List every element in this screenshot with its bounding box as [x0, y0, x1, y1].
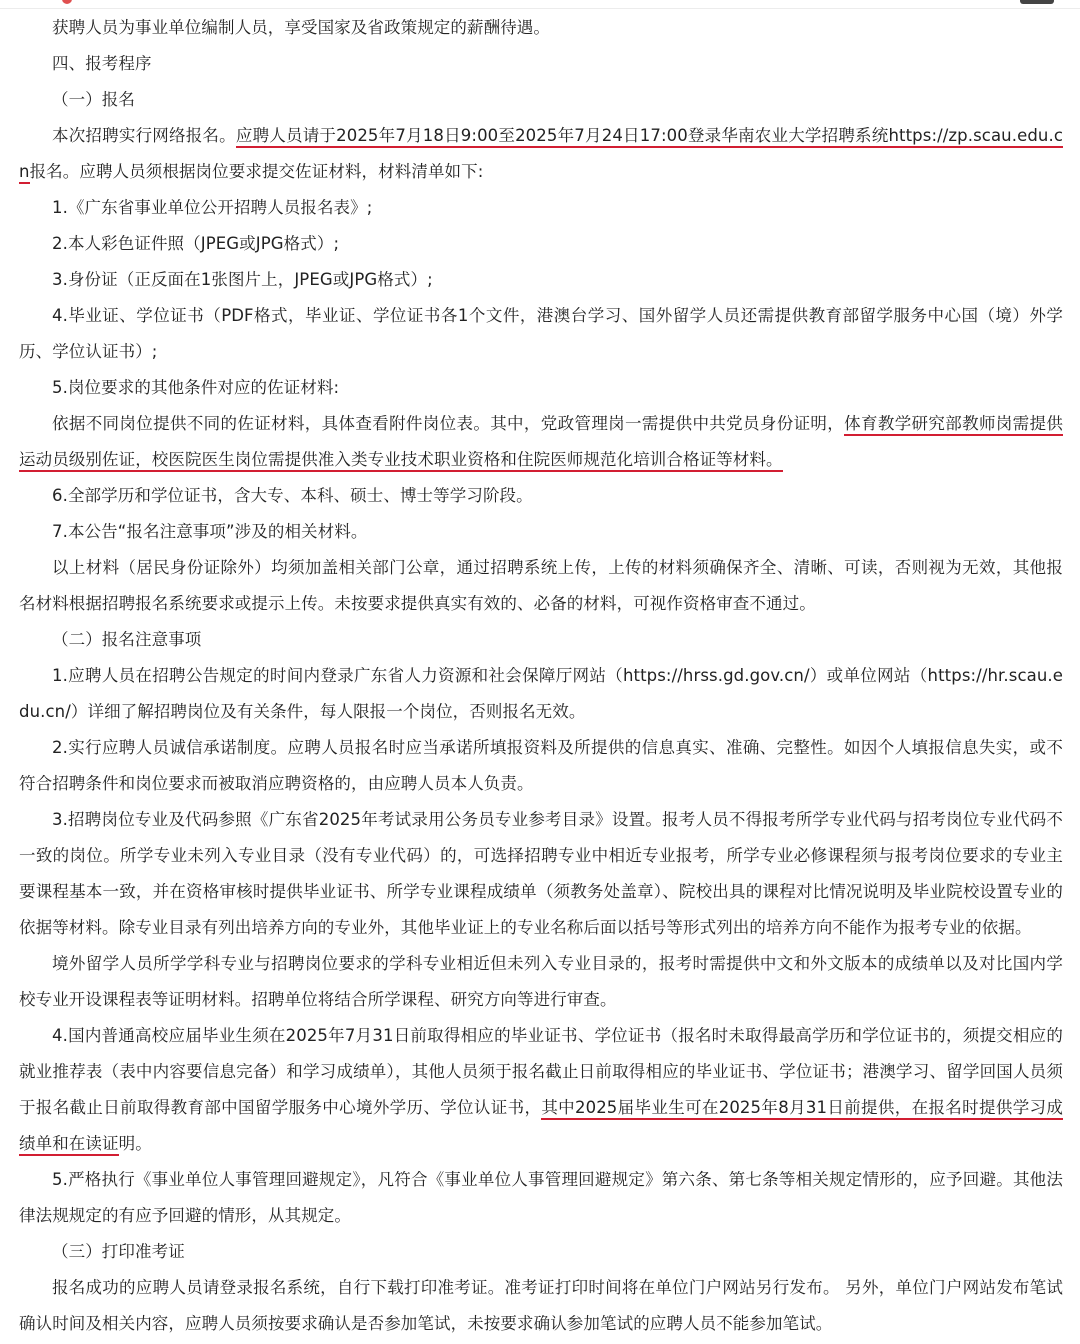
list-item-all-degrees: 6.全部学历和学位证书，含大专、本科、硕士、博士等学习阶段。 — [52, 486, 533, 505]
paragraph-note-5: 5.严格执行《事业单位人事管理回避规定》，凡符合《事业单位人事管理回避规定》第六条、第七条等相关规定情形的，应予回避。其他法律法规规定的有应予回避的情形，从其规定。 — [19, 1170, 1063, 1225]
text-segment: 依据不同岗位提供不同的佐证材料，具体查看附件岗位表。其中，党政管理岗一需提供中共党员身份证明， — [52, 414, 845, 433]
underline-highlight: 应聘人员请于2025年7月18日9:00至2025年7月24日17:00登录华南农业大学招聘系统https://zp.scau.edu.cn — [19, 126, 1063, 184]
article-body — [19, 10, 1063, 1342]
list-item-photo: 2.本人彩色证件照（JPEG或JPG格式）; — [52, 234, 340, 253]
text-segment: 本次招聘实行网络报名。 — [52, 126, 236, 145]
status-bar-strip — [0, 0, 1080, 9]
paragraph-salary: 获聘人员为事业单位编制人员，享受国家及省政策规定的薪酬待遇。 — [52, 18, 550, 37]
underline-highlight: 其中2025届毕业生可在2025年8月31日前提供，在报名时提供学习成绩单和在读证 — [19, 1098, 1063, 1156]
list-item-form: 1.《广东省事业单位公开招聘人员报名表》; — [52, 198, 373, 217]
subheading-admission-ticket: （三）打印准考证 — [52, 1242, 185, 1261]
notification-dot-icon — [62, 0, 72, 4]
paragraph-note-1: 1.应聘人员在招聘公告规定的时间内登录广东省人力资源和社会保障厅网站（https://hrss.gd.gov.cn/）或单位网站（https://hr.scau.edu.cn/）详细了解招聘岗位及有关条件，每人限报一个岗位，否则报名无效。 — [19, 666, 1063, 721]
list-item-id-card: 3.身份证（正反面在1张图片上，JPEG或JPG格式）; — [52, 270, 433, 289]
list-item-notice-materials: 7.本公告“报名注意事项”涉及的相关材料。 — [52, 522, 368, 541]
subheading-registration-notes: （二）报名注意事项 — [52, 630, 202, 649]
paragraph-stamp-requirement: 以上材料（居民身份证除外）均须加盖相关部门公章，通过招聘系统上传，上传的材料须确保齐全、清晰、可读，否则视为无效，其他报名材料根据招聘报名系统要求或提示上传。未按要求提供真实有效的、必备的材料，可视作资格审查不通过。 — [19, 558, 1063, 613]
text-segment: 明。 — [118, 1134, 152, 1153]
paragraph-note-2: 2.实行应聘人员诚信承诺制度。应聘人员报名时应当承诺所填报资料及所提供的信息真实、准确、完整性。如因个人填报信息失实，或不符合招聘条件和岗位要求而被取消应聘资格的，由应聘人员本人负责。 — [19, 738, 1063, 793]
subheading-registration: （一）报名 — [52, 90, 135, 109]
paragraph-note-4 — [19, 1018, 1063, 1162]
section-heading-procedure: 四、报考程序 — [52, 54, 152, 73]
battery-icon — [1020, 0, 1054, 4]
text-segment: 报名。应聘人员须根据岗位要求提交佐证材料，材料清单如下: — [29, 162, 484, 181]
list-item-other-materials: 5.岗位要求的其他条件对应的佐证材料: — [52, 378, 340, 397]
underline-highlight: 体育教学研究部教师岗需提供运动员级别佐证，校医院医生岗位需提供准入类专业技术职业资格和住院医师规范化培训合格证等材料。 — [19, 414, 1063, 472]
paragraph-admission-ticket: 报名成功的应聘人员请登录报名系统，自行下载打印准考证。准考证打印时间将在单位门户网站另行发布。 另外，单位门户网站发布笔试确认时间及相关内容，应聘人员须按要求确认是否参加笔试，未按要求确认参加笔试的应聘人员不能参加笔试。 — [19, 1278, 1063, 1333]
text-segment: 4.国内普通高校应届毕业生须在2025年7月31日前取得相应的毕业证书、学位证书（报名时未取得最高学历和学位证书的，须提交相应的就业推荐表（表中内容要信息完备）和学习成绩单），其他人员须于报名截止日前取得相应的毕业证书、学位证书；港澳学习、留学回国人员须于报名截止日前取得教育部中国留学服务中心境外学历、学位认证书， — [19, 1026, 1063, 1117]
list-item-diploma: 4.毕业证、学位证书（PDF格式，毕业证、学位证书各1个文件，港澳台学习、国外留学人员还需提供教育部留学服务中心国（境）外学历、学位认证书）; — [19, 306, 1063, 361]
paragraph-online-registration — [19, 118, 1063, 190]
paragraph-note-3: 3.招聘岗位专业及代码参照《广东省2025年考试录用公务员专业参考目录》设置。报考人员不得报考所学专业代码与招考岗位专业代码不一致的岗位。所学专业未列入专业目录（没有专业代码）的，可选择招聘专业中相近专业报考，所学专业必修课程须与报考岗位要求的专业主要课程基本一致，并在资格审核时提供毕业证书、所学专业课程成绩单（须教务处盖章）、院校出具的课程对比情况说明及毕业院校设置专业的依据等材料。除专业目录有列出培养方向的专业外，其他毕业证上的专业名称后面以括号等形式列出的培养方向不能作为报考专业的依据。 — [19, 810, 1063, 937]
paragraph-overseas-students: 境外留学人员所学学科专业与招聘岗位要求的学科专业相近但未列入专业目录的，报考时需提供中文和外文版本的成绩单以及对比国内学校专业开设课程表等证明材料。招聘单位将结合所学课程、研究方向等进行审查。 — [19, 954, 1063, 1009]
paragraph-position-materials — [19, 406, 1063, 478]
